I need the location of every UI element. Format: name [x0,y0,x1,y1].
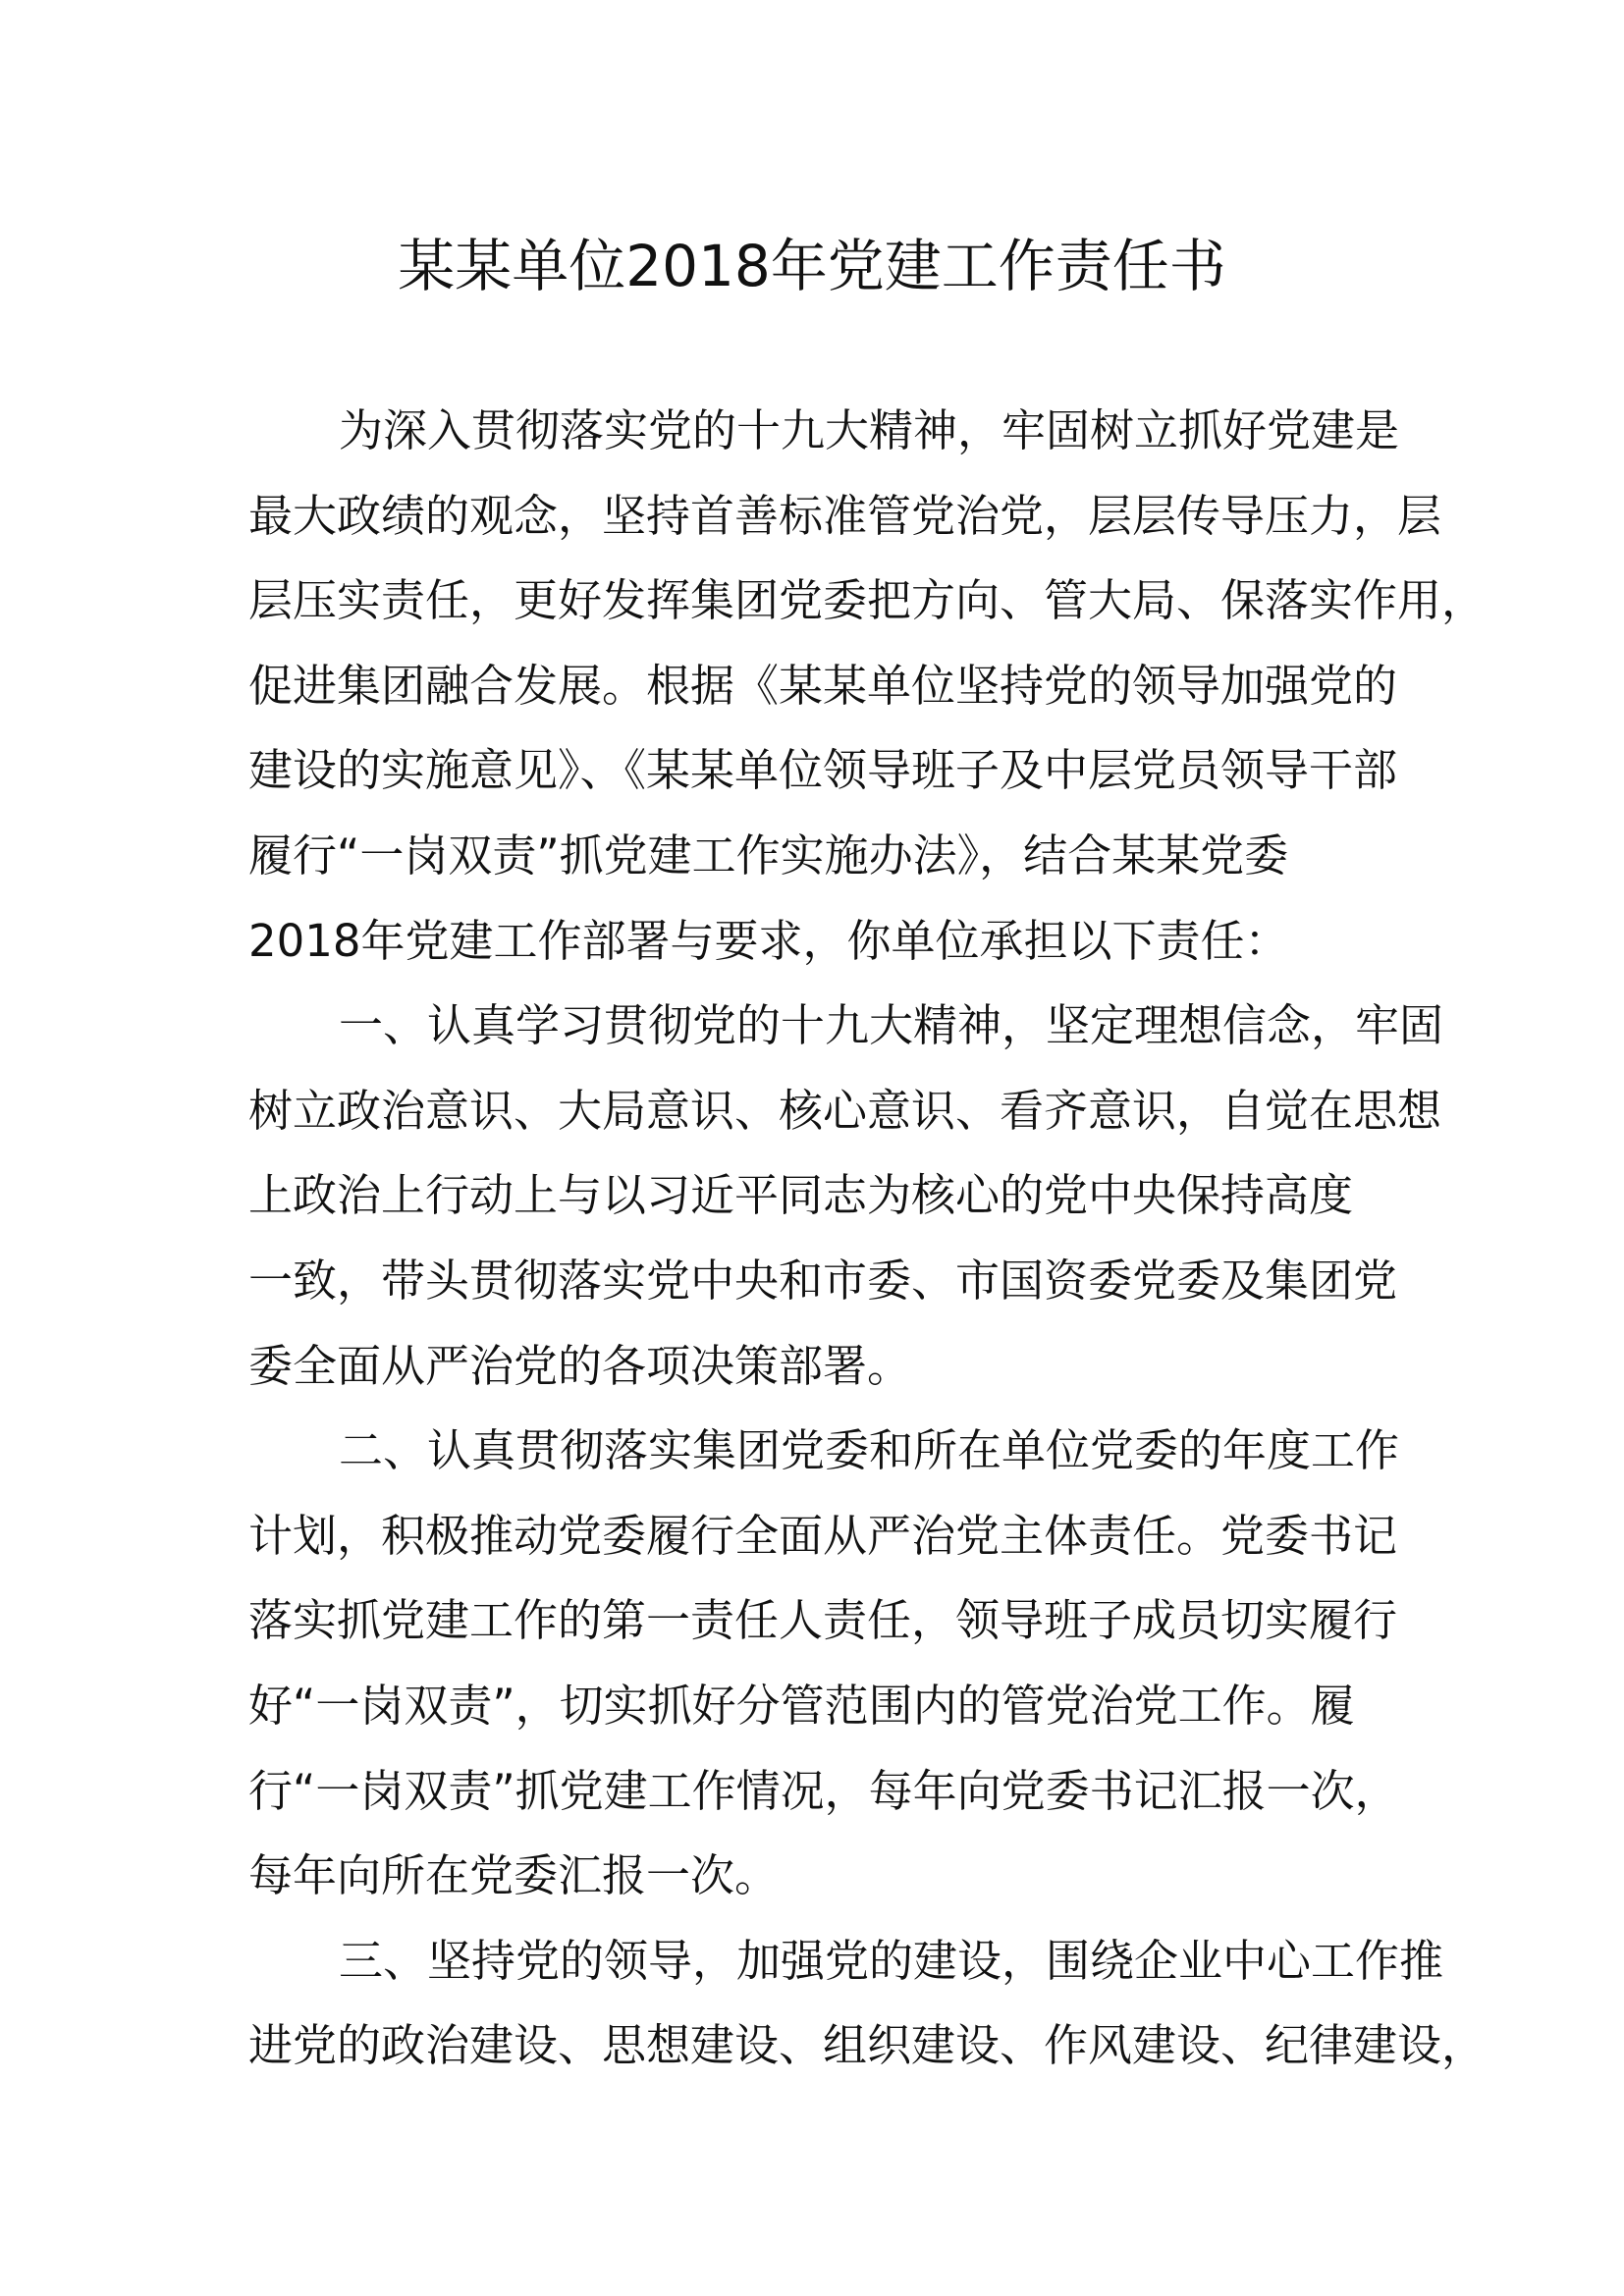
paragraph-line: 委全面从严治党的各项决策部署。 [248,1339,912,1392]
paragraph-line: 二、认真贯彻落实集团党委和所在单位党委的年度工作 [339,1424,1400,1477]
document-title: 某某单位2018年党建工作责任书 [398,233,1226,299]
paragraph-line: 建设的实施意见》、《某某单位领导班子及中层党员领导干部 [248,744,1398,797]
paragraph-line: 为深入贯彻落实党的十九大精神，牢固树立抓好党建是 [339,404,1400,456]
paragraph-line: 2018年党建工作部署与要求，你单位承担以下责任： [248,914,1289,967]
paragraph-line: 树立政治意识、大局意识、核心意识、看齐意识，自觉在思想 [248,1084,1442,1137]
paragraph [248,1919,1487,2089]
paragraph [248,1409,1400,1919]
paragraph-line: 三、坚持党的领导，加强党的建设，围绕企业中心工作推 [339,1934,1444,1987]
paragraph-line: 履行“一岗双责”抓党建工作实施办法》，结合某某党委 [248,828,1289,881]
paragraph-line: 促进集团融合发展。根据《某某单位坚持党的领导加强党的 [248,659,1398,712]
paragraph-line: 一、认真学习贯彻党的十九大精神，坚定理想信念，牢固 [339,999,1444,1052]
paragraph-line: 每年向所在党委汇报一次。 [248,1849,780,1902]
paragraph-line: 一致，带头贯彻落实党中央和市委、市国资委党委及集团党 [248,1254,1398,1307]
paragraph [248,389,1487,984]
paragraph-line: 最大政绩的观念，坚持首善标准管党治党，层层传导压力，层 [248,489,1442,542]
paragraph [248,984,1444,1409]
paragraph-line: 上政治上行动上与以习近平同志为核心的党中央保持高度 [248,1169,1354,1222]
document-body [248,389,1487,2089]
paragraph-line: 计划，积极推动党委履行全面从严治党主体责任。党委书记 [248,1509,1398,1562]
paragraph-line: 行“一岗双责”抓党建工作情况，每年向党委书记汇报一次， [248,1764,1399,1817]
paragraph-line: 好“一岗双责”，切实抓好分管范围内的管党治党工作。履 [248,1679,1355,1732]
paragraph-line: 落实抓党建工作的第一责任人责任，领导班子成员切实履行 [248,1594,1398,1647]
paragraph-line: 进党的政治建设、思想建设、组织建设、作风建设、纪律建设， [248,2019,1487,2072]
paragraph-line: 层压实责任，更好发挥集团党委把方向、管大局、保落实作用， [248,574,1487,627]
